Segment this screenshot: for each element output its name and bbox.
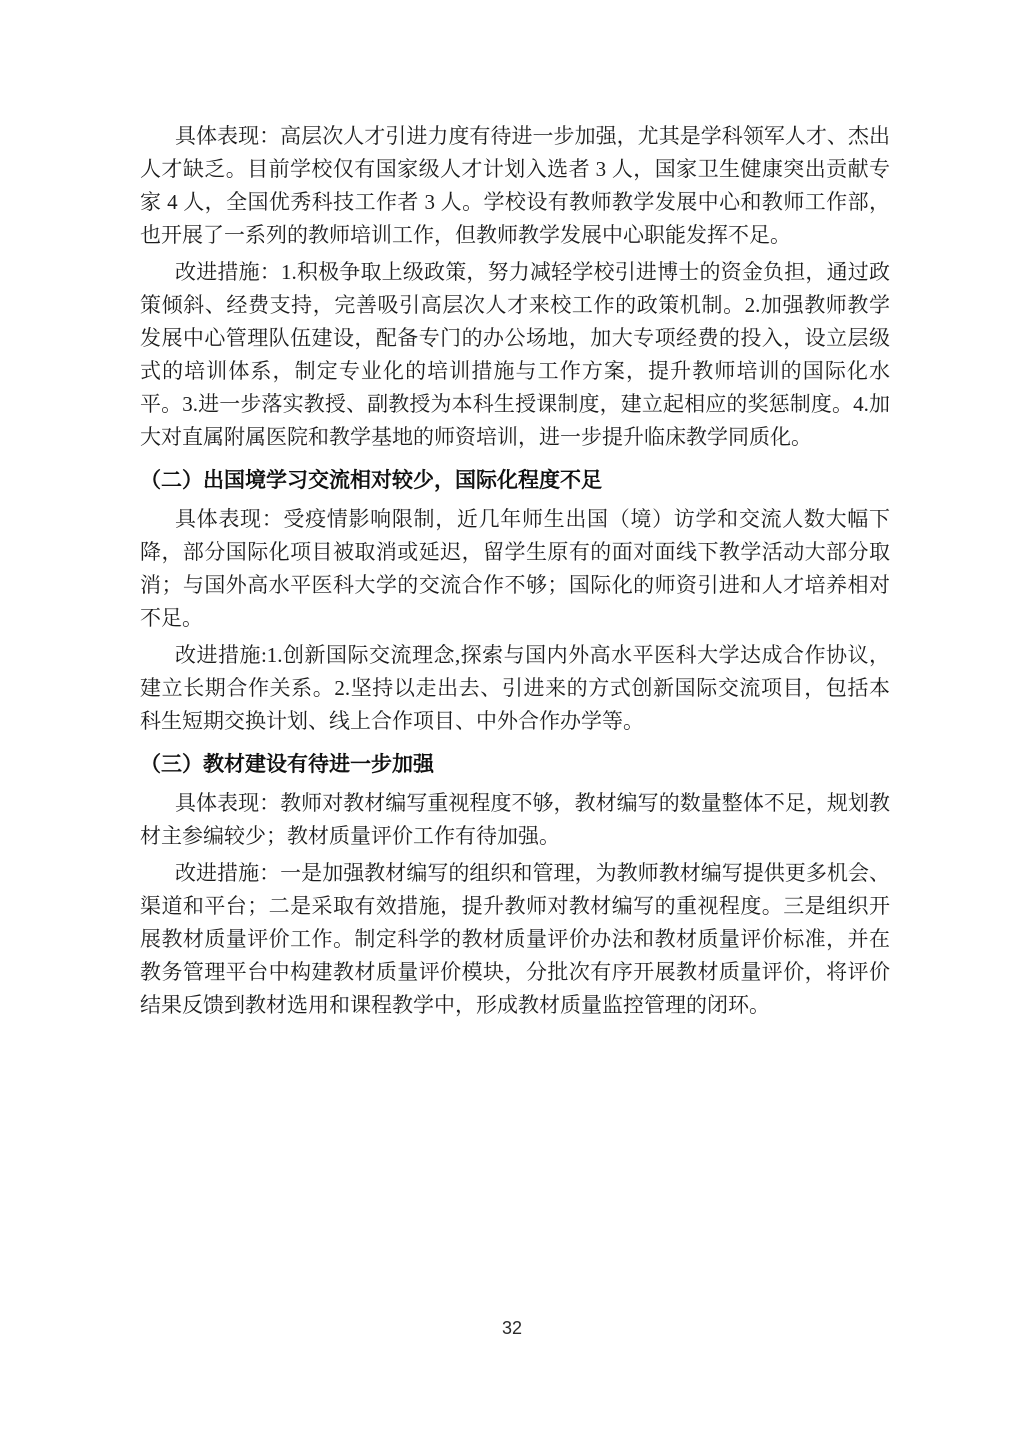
paragraph-improvement-measures-3: 改进措施：一是加强教材编写的组织和管理，为教师教材编写提供更多机会、渠道和平台；二是采取有效措施，提升教师对教材编写的重视程度。三是组织开展教材质量评价工作。制定科学的教材质量评价办法和教材质量评价标准，并在教务管理平台中构建教材质量评价模块，分批次有序开展教材质量评价，将评价结果反馈到教材选用和课程教学中，形成教材质量监控管理的闭环。 <box>140 861 890 1017</box>
paragraph-specific-performance-1: 具体表现：高层次人才引进力度有待进一步加强，尤其是学科领军人才、杰出人才缺乏。目前学校仅有国家级人才计划入选者 3 人，国家卫生健康突出贡献专家 4 人，全国优秀科技工作者 3 人。学校设有教师教学发展中心和教师工作部，也开展了一系列的教师培训工作，但教师教学发展中心职能发挥不足。 <box>140 124 890 247</box>
section-heading-2: （二）出国境学习交流相对较少，国际化程度不足 <box>140 469 602 492</box>
section-heading-3: （三）教材建设有待进一步加强 <box>140 753 434 776</box>
paragraph-improvement-measures-2: 改进措施:1.创新国际交流理念,探索与国内外高水平医科大学达成合作协议，建立长期合作关系。2.坚持以走出去、引进来的方式创新国际交流项目，包括本科生短期交换计划、线上合作项目、中外合作办学等。 <box>140 643 890 733</box>
paragraph-specific-performance-2: 具体表现：受疫情影响限制，近几年师生出国（境）访学和交流人数大幅下降，部分国际化项目被取消或延迟，留学生原有的面对面线下教学活动大部分取消；与国外高水平医科大学的交流合作不够；国际化的师资引进和人才培养相对不足。 <box>140 507 890 630</box>
page-number: 32 <box>501 1318 523 1338</box>
paragraph-specific-performance-3: 具体表现：教师对教材编写重视程度不够，教材编写的数量整体不足，规划教材主参编较少；教材质量评价工作有待加强。 <box>140 791 890 848</box>
document-content <box>140 120 890 1026</box>
paragraph-improvement-measures-1: 改进措施：1.积极争取上级政策，努力减轻学校引进博士的资金负担，通过政策倾斜、经费支持，完善吸引高层次人才来校工作的政策机制。2.加强教师教学发展中心管理队伍建设，配备专门的办公场地，加大专项经费的投入，设立层级式的培训体系，制定专业化的培训措施与工作方案，提升教师培训的国际化水平。3.进一步落实教授、副教授为本科生授课制度，建立起相应的奖惩制度。4.加大对直属附属医院和教学基地的师资培训，进一步提升临床教学同质化。 <box>140 260 890 449</box>
